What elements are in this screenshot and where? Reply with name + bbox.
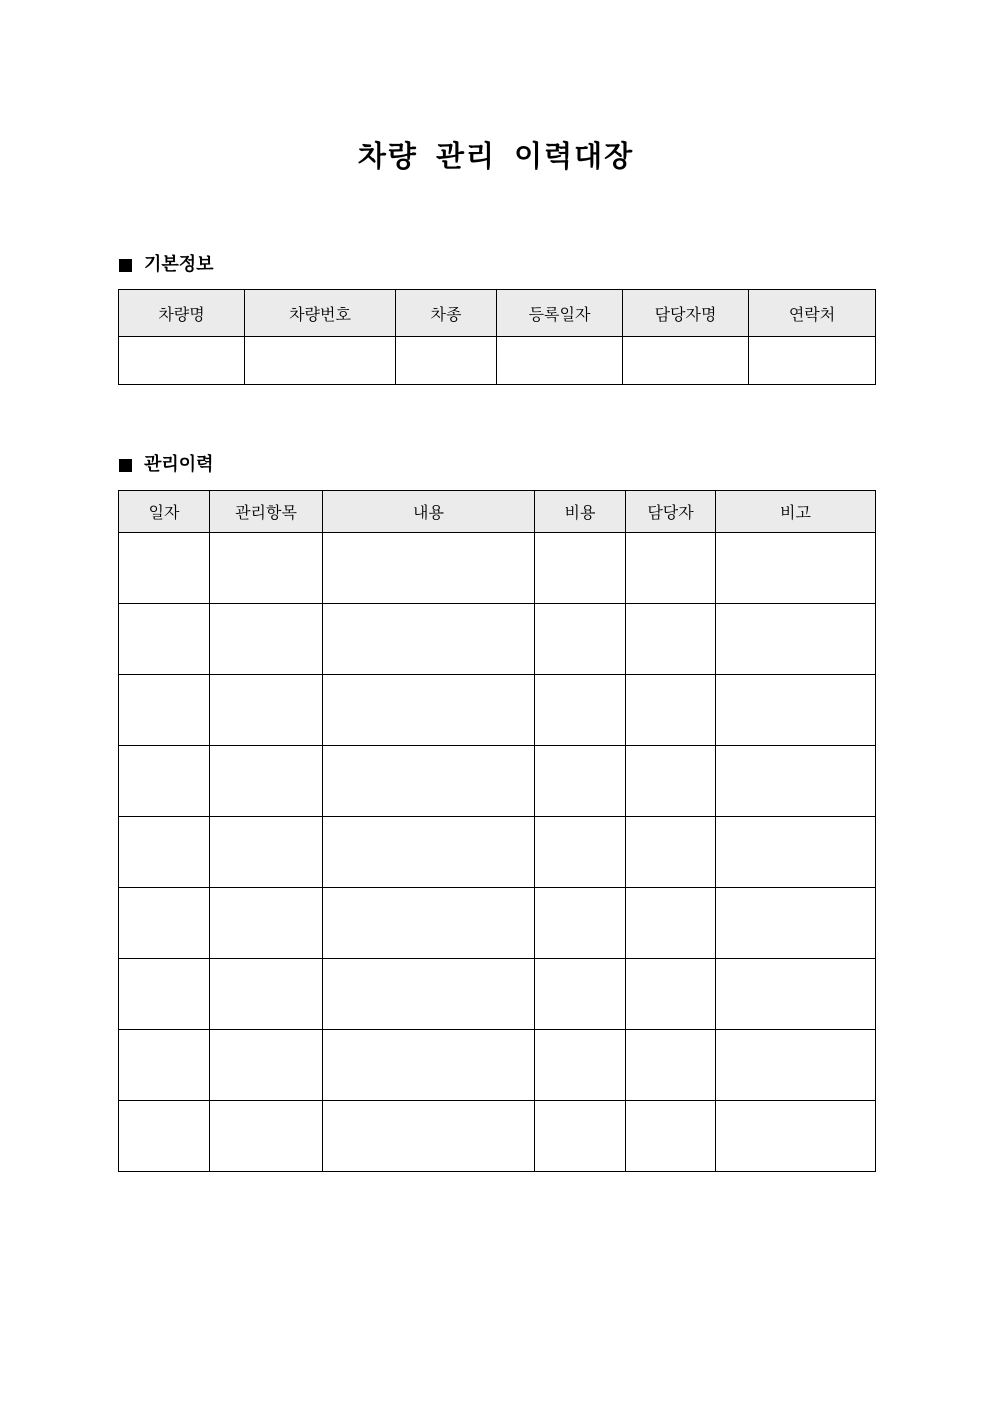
date-cell[interactable] bbox=[119, 1101, 210, 1172]
management-item-cell[interactable] bbox=[210, 533, 323, 604]
column-header-details: 내용 bbox=[323, 491, 535, 533]
cost-cell[interactable] bbox=[535, 604, 626, 675]
vehicle-type-cell[interactable] bbox=[396, 337, 497, 385]
management-item-cell[interactable] bbox=[210, 675, 323, 746]
table-row bbox=[119, 959, 876, 1030]
history-table-body bbox=[119, 533, 876, 1172]
cost-cell[interactable] bbox=[535, 817, 626, 888]
manager-cell[interactable] bbox=[626, 675, 716, 746]
column-header-cost: 비용 bbox=[535, 491, 626, 533]
date-cell[interactable] bbox=[119, 1030, 210, 1101]
remarks-cell[interactable] bbox=[716, 604, 876, 675]
date-cell[interactable] bbox=[119, 959, 210, 1030]
column-header-management-item: 관리항목 bbox=[210, 491, 323, 533]
column-header-registration-date: 등록일자 bbox=[497, 290, 623, 337]
management-item-cell[interactable] bbox=[210, 746, 323, 817]
history-header-row bbox=[119, 491, 876, 533]
management-item-cell[interactable] bbox=[210, 959, 323, 1030]
table-row bbox=[119, 1030, 876, 1101]
table-row bbox=[119, 337, 876, 385]
table-row bbox=[119, 675, 876, 746]
registration-date-cell[interactable] bbox=[497, 337, 623, 385]
manager-cell[interactable] bbox=[626, 746, 716, 817]
management-item-cell[interactable] bbox=[210, 817, 323, 888]
details-cell[interactable] bbox=[323, 1030, 535, 1101]
column-header-remarks: 비고 bbox=[716, 491, 876, 533]
remarks-cell[interactable] bbox=[716, 1101, 876, 1172]
remarks-cell[interactable] bbox=[716, 746, 876, 817]
remarks-cell[interactable] bbox=[716, 533, 876, 604]
column-header-date: 일자 bbox=[119, 491, 210, 533]
manager-cell[interactable] bbox=[626, 533, 716, 604]
cost-cell[interactable] bbox=[535, 959, 626, 1030]
manager-cell[interactable] bbox=[626, 1030, 716, 1101]
manager-cell[interactable] bbox=[626, 888, 716, 959]
management-item-cell[interactable] bbox=[210, 1101, 323, 1172]
basic-info-heading bbox=[119, 253, 214, 277]
manager-cell[interactable] bbox=[626, 959, 716, 1030]
date-cell[interactable] bbox=[119, 888, 210, 959]
page-title: 차량 관리 이력대장 bbox=[357, 139, 635, 173]
cost-cell[interactable] bbox=[535, 746, 626, 817]
remarks-cell[interactable] bbox=[716, 817, 876, 888]
basic-info-header-row bbox=[119, 290, 876, 337]
history-heading bbox=[119, 453, 214, 477]
details-cell[interactable] bbox=[323, 604, 535, 675]
history-table bbox=[118, 490, 876, 1172]
details-cell[interactable] bbox=[323, 959, 535, 1030]
remarks-cell[interactable] bbox=[716, 675, 876, 746]
column-header-vehicle-type: 차종 bbox=[396, 290, 497, 337]
date-cell[interactable] bbox=[119, 675, 210, 746]
remarks-cell[interactable] bbox=[716, 888, 876, 959]
manager-cell[interactable] bbox=[626, 604, 716, 675]
history-heading-label: 관리이력 bbox=[144, 454, 214, 475]
basic-info-table bbox=[118, 289, 876, 385]
date-cell[interactable] bbox=[119, 604, 210, 675]
details-cell[interactable] bbox=[323, 1101, 535, 1172]
manager-name-cell[interactable] bbox=[623, 337, 749, 385]
column-header-manager: 담당자 bbox=[626, 491, 716, 533]
table-row bbox=[119, 888, 876, 959]
vehicle-name-cell[interactable] bbox=[119, 337, 245, 385]
column-header-contact: 연락처 bbox=[749, 290, 876, 337]
details-cell[interactable] bbox=[323, 888, 535, 959]
table-row bbox=[119, 1101, 876, 1172]
details-cell[interactable] bbox=[323, 817, 535, 888]
details-cell[interactable] bbox=[323, 533, 535, 604]
remarks-cell[interactable] bbox=[716, 959, 876, 1030]
cost-cell[interactable] bbox=[535, 675, 626, 746]
details-cell[interactable] bbox=[323, 746, 535, 817]
cost-cell[interactable] bbox=[535, 1101, 626, 1172]
management-item-cell[interactable] bbox=[210, 1030, 323, 1101]
date-cell[interactable] bbox=[119, 817, 210, 888]
date-cell[interactable] bbox=[119, 746, 210, 817]
date-cell[interactable] bbox=[119, 533, 210, 604]
column-header-vehicle-number: 차량번호 bbox=[245, 290, 396, 337]
cost-cell[interactable] bbox=[535, 888, 626, 959]
manager-cell[interactable] bbox=[626, 817, 716, 888]
details-cell[interactable] bbox=[323, 675, 535, 746]
basic-info-heading-label: 기본정보 bbox=[144, 254, 214, 275]
table-row bbox=[119, 746, 876, 817]
table-row bbox=[119, 817, 876, 888]
square-bullet-icon bbox=[119, 259, 132, 272]
cost-cell[interactable] bbox=[535, 533, 626, 604]
column-header-vehicle-name: 차량명 bbox=[119, 290, 245, 337]
remarks-cell[interactable] bbox=[716, 1030, 876, 1101]
vehicle-number-cell[interactable] bbox=[245, 337, 396, 385]
manager-cell[interactable] bbox=[626, 1101, 716, 1172]
table-row bbox=[119, 604, 876, 675]
column-header-manager-name: 담당자명 bbox=[623, 290, 749, 337]
table-row bbox=[119, 533, 876, 604]
management-item-cell[interactable] bbox=[210, 888, 323, 959]
contact-cell[interactable] bbox=[749, 337, 876, 385]
square-bullet-icon bbox=[119, 459, 132, 472]
cost-cell[interactable] bbox=[535, 1030, 626, 1101]
management-item-cell[interactable] bbox=[210, 604, 323, 675]
